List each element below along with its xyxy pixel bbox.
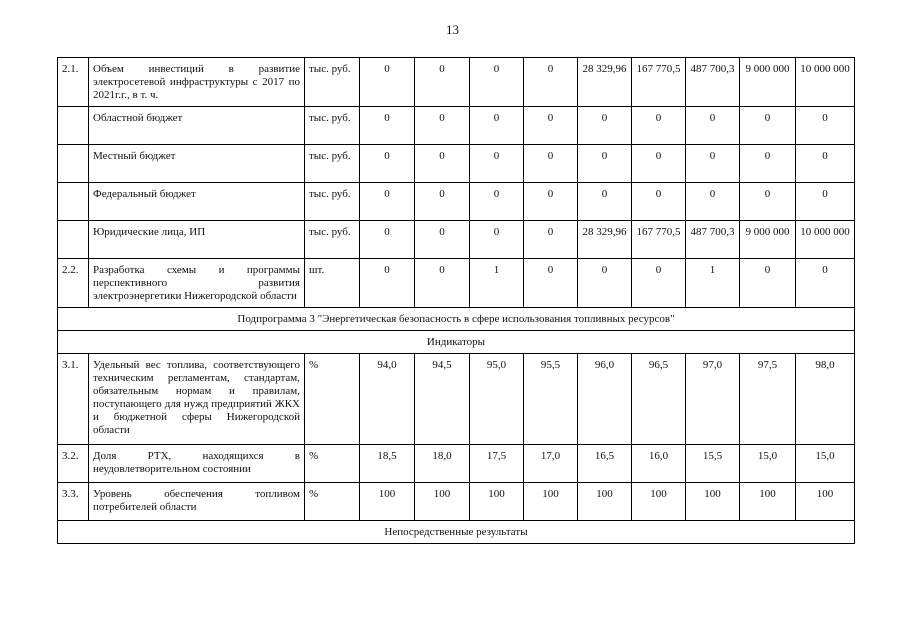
table-row xyxy=(58,483,855,521)
row-unit: тыс. руб. xyxy=(305,107,360,145)
row-value: 0 xyxy=(415,58,470,107)
row-value: 15,0 xyxy=(796,445,855,483)
row-unit: тыс. руб. xyxy=(305,145,360,183)
row-value: 28 329,96 xyxy=(578,221,632,259)
row-value: 0 xyxy=(632,107,686,145)
row-value: 167 770,5 xyxy=(632,221,686,259)
row-value: 0 xyxy=(415,145,470,183)
row-number: 2.1. xyxy=(58,58,89,107)
row-value: 9 000 000 xyxy=(740,58,796,107)
row-value: 100 xyxy=(796,483,855,521)
row-value: 0 xyxy=(360,58,415,107)
row-name: Разработка схемы и программы перспективного развития электроэнергетики Нижегородской области xyxy=(89,259,305,308)
row-number: 3.3. xyxy=(58,483,89,521)
section-title-direct-results: Непосредственные результаты xyxy=(58,521,855,544)
row-value: 0 xyxy=(524,259,578,308)
row-value: 0 xyxy=(796,107,855,145)
row-value: 0 xyxy=(740,259,796,308)
row-value: 487 700,3 xyxy=(686,221,740,259)
row-value: 0 xyxy=(415,107,470,145)
row-value: 0 xyxy=(524,221,578,259)
row-value: 15,5 xyxy=(686,445,740,483)
row-unit: шт. xyxy=(305,259,360,308)
section-row xyxy=(58,521,855,544)
row-value: 16,5 xyxy=(578,445,632,483)
row-value: 0 xyxy=(796,145,855,183)
row-name: Федеральный бюджет xyxy=(89,183,305,221)
row-value: 100 xyxy=(740,483,796,521)
row-value: 100 xyxy=(524,483,578,521)
row-number: 2.2. xyxy=(58,259,89,308)
row-value: 100 xyxy=(686,483,740,521)
row-unit: тыс. руб. xyxy=(305,221,360,259)
row-value: 95,5 xyxy=(524,354,578,445)
row-value: 96,0 xyxy=(578,354,632,445)
indicators-table xyxy=(57,57,855,544)
row-value: 15,0 xyxy=(740,445,796,483)
row-name: Областной бюджет xyxy=(89,107,305,145)
row-name: Удельный вес топлива, соответствующего техническим регламентам, стандартам, обязательным нормам и правилам, поступающего для нужд предприятий ЖКХ и бюджетной сферы Нижегородской области xyxy=(89,354,305,445)
row-value: 0 xyxy=(524,183,578,221)
section-title-subprogram: Подпрограмма 3 "Энергетическая безопасность в сфере использования топливных ресурсов" xyxy=(58,308,855,331)
row-name: Уровень обеспечения топливом потребителей области xyxy=(89,483,305,521)
row-value: 0 xyxy=(740,183,796,221)
row-value: 98,0 xyxy=(796,354,855,445)
page-number: 13 xyxy=(446,22,459,37)
row-value: 10 000 000 xyxy=(796,58,855,107)
table-row xyxy=(58,145,855,183)
table-row xyxy=(58,58,855,107)
row-value: 0 xyxy=(470,221,524,259)
table-row xyxy=(58,259,855,308)
row-unit: тыс. руб. xyxy=(305,183,360,221)
row-number: 3.2. xyxy=(58,445,89,483)
row-value: 0 xyxy=(360,221,415,259)
row-value: 100 xyxy=(360,483,415,521)
row-value: 0 xyxy=(632,183,686,221)
row-value: 0 xyxy=(470,107,524,145)
row-value: 95,0 xyxy=(470,354,524,445)
row-number xyxy=(58,107,89,145)
row-value: 0 xyxy=(470,58,524,107)
section-title-indicators: Индикаторы xyxy=(58,331,855,354)
row-number xyxy=(58,221,89,259)
row-unit: % xyxy=(305,354,360,445)
row-value: 0 xyxy=(360,259,415,308)
row-value: 100 xyxy=(578,483,632,521)
row-value: 0 xyxy=(578,259,632,308)
row-value: 0 xyxy=(524,58,578,107)
row-value: 0 xyxy=(686,107,740,145)
row-value: 0 xyxy=(524,107,578,145)
row-value: 18,0 xyxy=(415,445,470,483)
table-row xyxy=(58,183,855,221)
row-value: 0 xyxy=(524,145,578,183)
table-row xyxy=(58,354,855,445)
row-value: 94,5 xyxy=(415,354,470,445)
row-value: 0 xyxy=(740,145,796,183)
row-number xyxy=(58,183,89,221)
row-value: 94,0 xyxy=(360,354,415,445)
row-value: 0 xyxy=(360,107,415,145)
table-row xyxy=(58,445,855,483)
row-value: 97,5 xyxy=(740,354,796,445)
row-value: 10 000 000 xyxy=(796,221,855,259)
row-value: 1 xyxy=(686,259,740,308)
section-row xyxy=(58,308,855,331)
row-value: 167 770,5 xyxy=(632,58,686,107)
row-unit: тыс. руб. xyxy=(305,58,360,107)
row-name: Объем инвестиций в развитие электросетевой инфраструктуры с 2017 по 2021г.г., в т. ч. xyxy=(89,58,305,107)
row-value: 0 xyxy=(360,183,415,221)
row-value: 0 xyxy=(415,221,470,259)
row-unit: % xyxy=(305,445,360,483)
row-value: 0 xyxy=(415,259,470,308)
row-value: 16,0 xyxy=(632,445,686,483)
table-row xyxy=(58,221,855,259)
row-value: 17,5 xyxy=(470,445,524,483)
row-value: 18,5 xyxy=(360,445,415,483)
row-value: 0 xyxy=(578,145,632,183)
row-number: 3.1. xyxy=(58,354,89,445)
row-value: 100 xyxy=(470,483,524,521)
row-value: 0 xyxy=(470,183,524,221)
row-value: 100 xyxy=(415,483,470,521)
row-name: Юридические лица, ИП xyxy=(89,221,305,259)
table-row xyxy=(58,107,855,145)
row-value: 0 xyxy=(740,107,796,145)
row-value: 97,0 xyxy=(686,354,740,445)
row-value: 0 xyxy=(686,145,740,183)
row-value: 28 329,96 xyxy=(578,58,632,107)
row-value: 0 xyxy=(796,183,855,221)
row-value: 0 xyxy=(632,145,686,183)
row-value: 1 xyxy=(470,259,524,308)
row-name: Местный бюджет xyxy=(89,145,305,183)
row-value: 100 xyxy=(632,483,686,521)
row-value: 0 xyxy=(796,259,855,308)
row-number xyxy=(58,145,89,183)
row-unit: % xyxy=(305,483,360,521)
row-name: Доля РТХ, находящихся в неудовлетворительном состоянии xyxy=(89,445,305,483)
row-value: 9 000 000 xyxy=(740,221,796,259)
row-value: 0 xyxy=(578,183,632,221)
row-value: 0 xyxy=(415,183,470,221)
row-value: 0 xyxy=(686,183,740,221)
row-value: 487 700,3 xyxy=(686,58,740,107)
row-value: 0 xyxy=(578,107,632,145)
row-value: 0 xyxy=(360,145,415,183)
row-value: 0 xyxy=(632,259,686,308)
section-row xyxy=(58,331,855,354)
row-value: 17,0 xyxy=(524,445,578,483)
row-value: 96,5 xyxy=(632,354,686,445)
row-value: 0 xyxy=(470,145,524,183)
